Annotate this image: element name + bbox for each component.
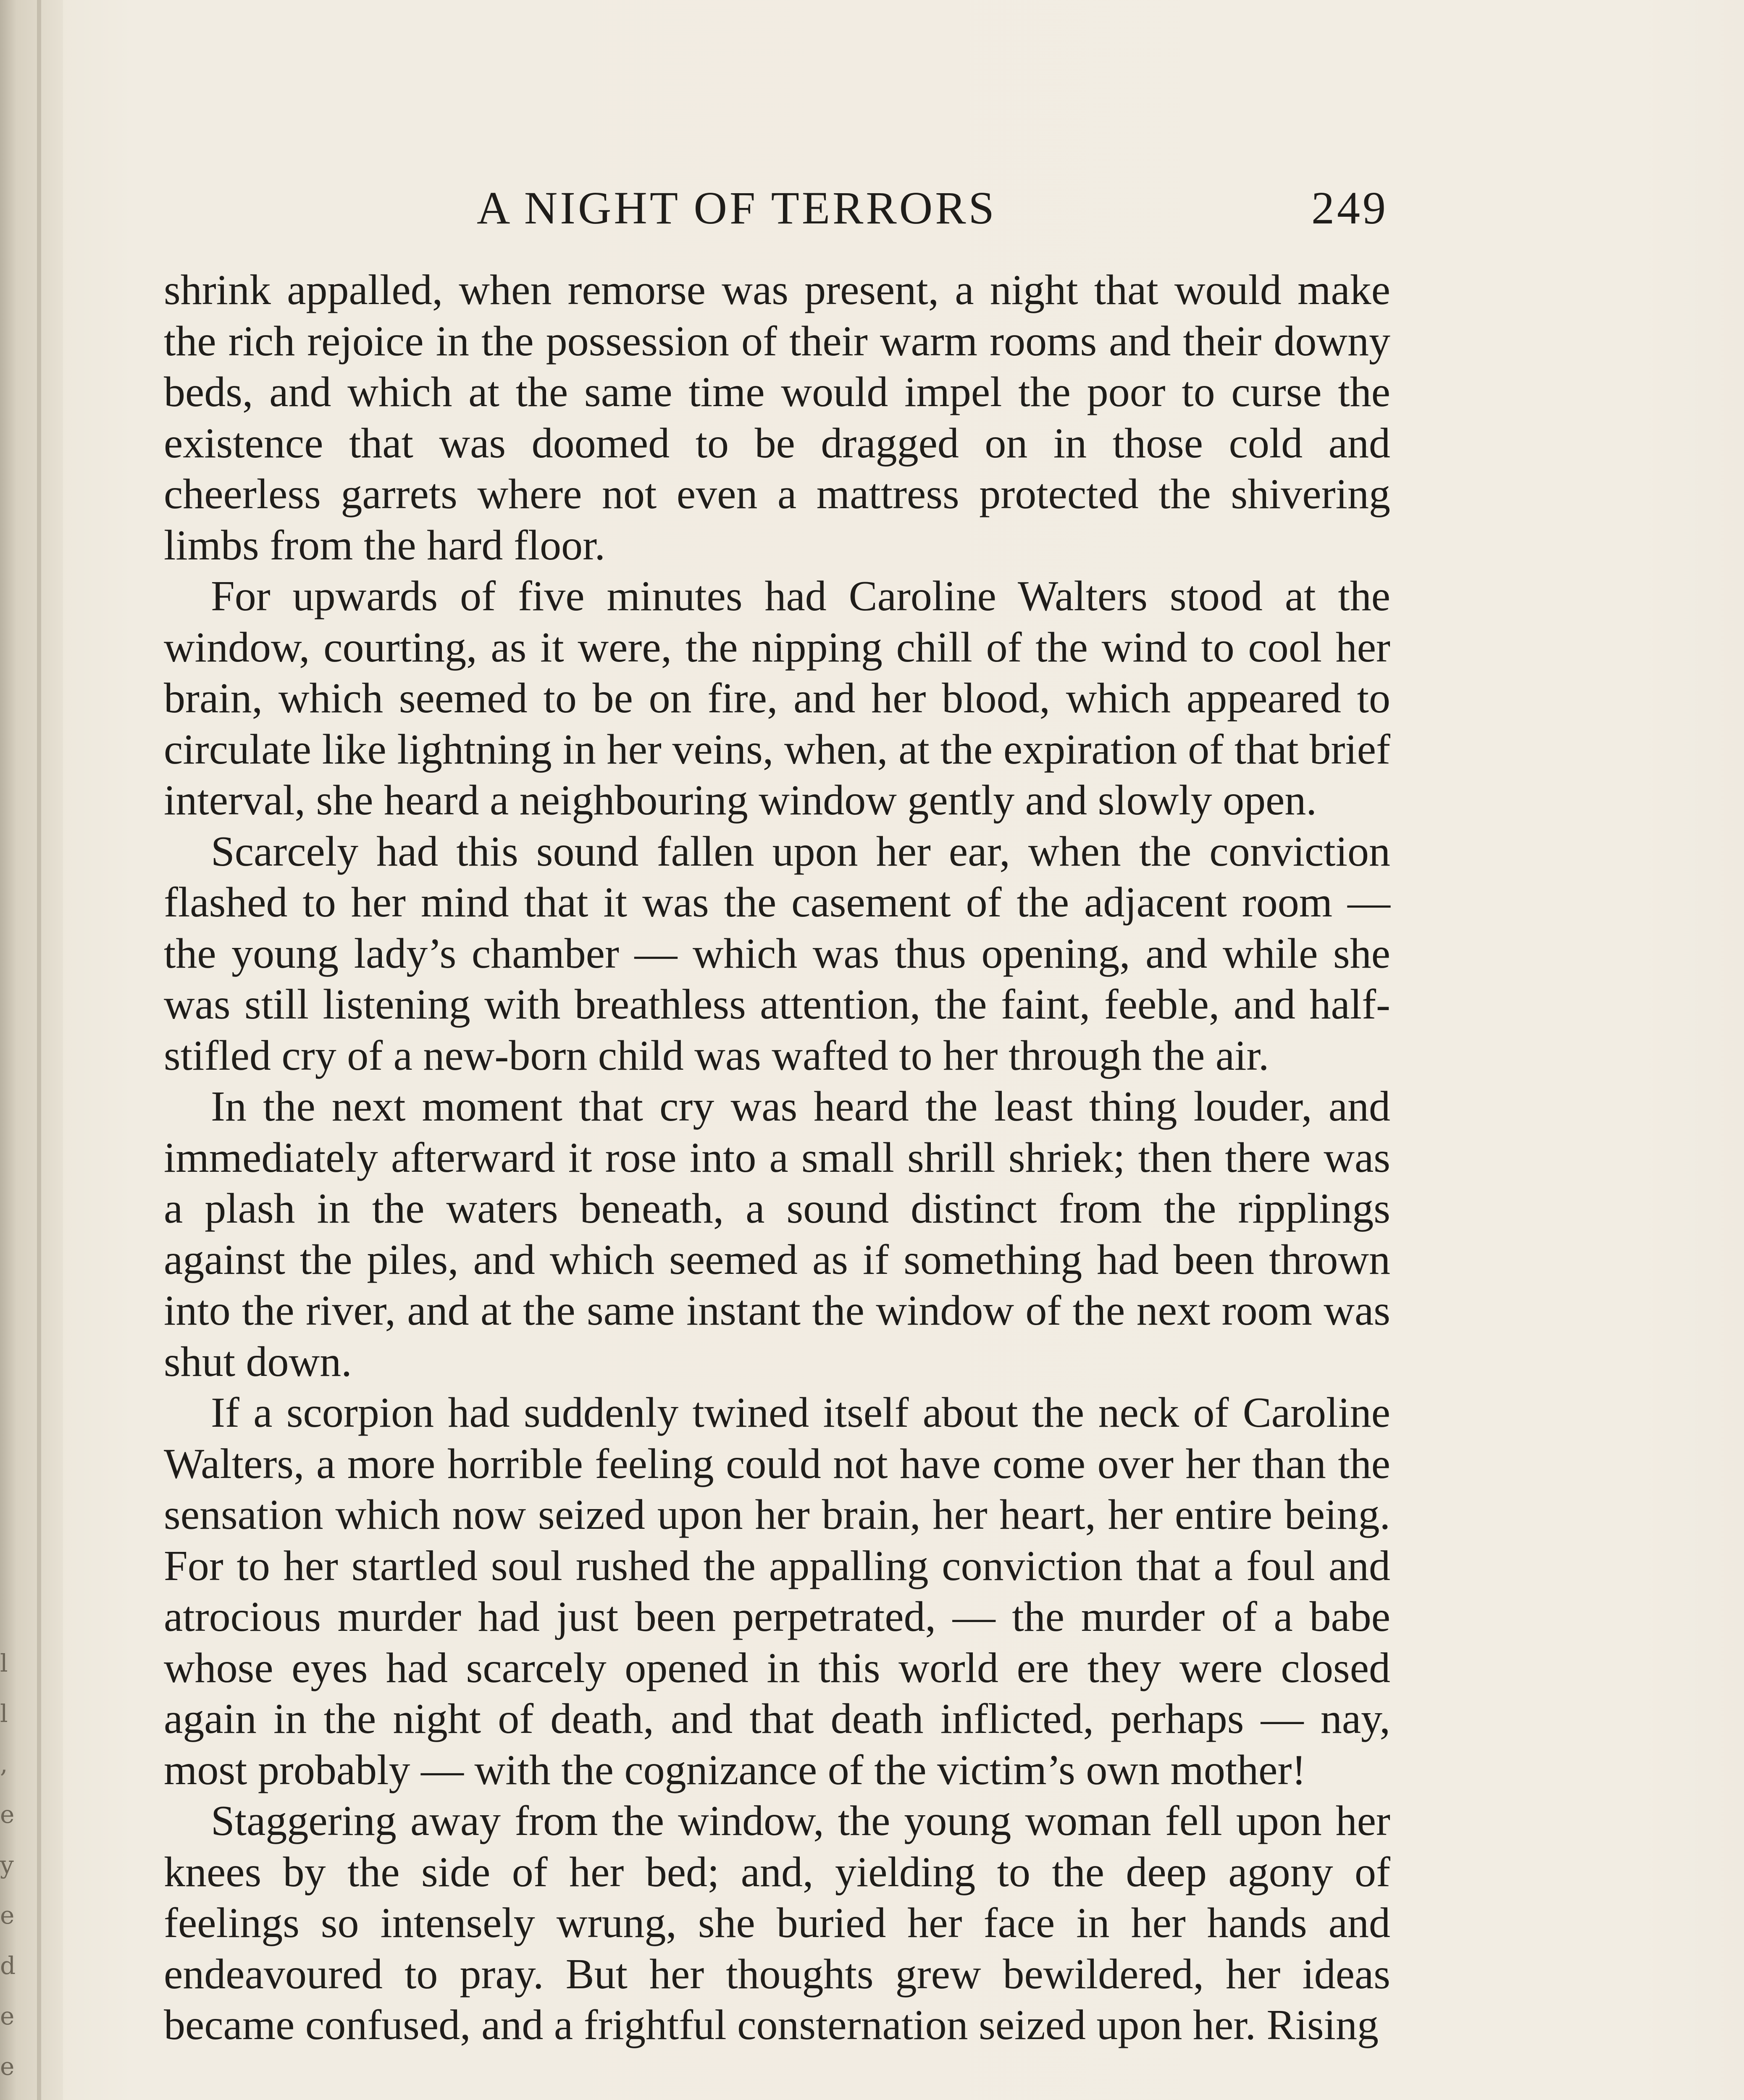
running-title: A NIGHT OF TERRORS	[477, 182, 997, 234]
body-text	[164, 265, 1390, 2051]
paragraph: Scarcely had this sound fallen upon her ear, when the conviction flashed to her mind that it was the casement of the adjacent room — the young lady’s chamber — which was thus opening, and while she was still listening with breathless attention, the faint, feeble, and half-stifled cry of a new-born child was wafted to her through the air.	[164, 827, 1390, 1079]
binding-gutter-line	[37, 0, 41, 2100]
edge-letter	[0, 2092, 17, 2100]
edge-letter: e	[0, 1901, 15, 1929]
edge-letter: ,	[0, 1750, 8, 1778]
paragraph: shrink appalled, when remorse was present, a night that would make the rich rejoice in the possession of their warm rooms and their downy beds, and which at the same time would impel the poor to curse the existence that was doomed to be dragged on in those cold and cheerless garrets where not even a mattress protected the shivering limbs from the hard floor.	[164, 266, 1390, 569]
edge-letter: d	[0, 1951, 16, 1980]
edge-letter: e	[0, 1800, 15, 1829]
page-number: 249	[1311, 182, 1388, 234]
running-header	[166, 174, 1388, 242]
paragraph: If a scorpion had suddenly twined itself about the neck of Caroline Walters, a more horrible feeling could not have come over her than the sensation which now seized upon her brain, her heart, her entire being. For to her startled soul rushed the appalling conviction that a foul and atrocious murder had just been perpetrated, — the murder of a babe whose eyes had scarcely opened in this world ere they were closed again in the night of death, and that death inflicted, perhaps — nay, most probably — with the cognizance of the victim’s own mother!	[164, 1389, 1390, 1794]
paragraph: In the next moment that cry was heard the least thing louder, and immediately afterward it rose into a small shrill shriek; then there was a plash in the waters beneath, a sound distinct from the ripplings against the piles, and which seemed as if something had been thrown into the river, and at the same instant the window of the next room was shut down.	[164, 1083, 1390, 1386]
paragraph: Staggering away from the window, the young woman fell upon her knees by the side of her bed; and, yielding to the deep agony of feelings so intensely wrung, she buried her face in her hands and endeavoured to pray. But her thoughts grew bewildered, her ideas became confused, and a frightful consternation seized upon her. Rising	[164, 1797, 1390, 2049]
edge-letter: e	[0, 2052, 15, 2081]
edge-letter: e	[0, 2002, 15, 2030]
facing-page-edge-letters	[0, 1638, 17, 2100]
edge-letter: y	[0, 1851, 14, 1879]
edge-letter: l	[0, 1699, 8, 1728]
edge-letter: l	[0, 1649, 8, 1677]
paragraph: For upwards of five minutes had Caroline Walters stood at the window, courting, as it were, the nipping chill of the wind to cool her brain, which seemed to be on fire, and her blood, which appeared to circulate like lightning in her veins, when, at the expiration of that brief interval, she heard a neighbouring window gently and slowly open.	[164, 572, 1390, 824]
